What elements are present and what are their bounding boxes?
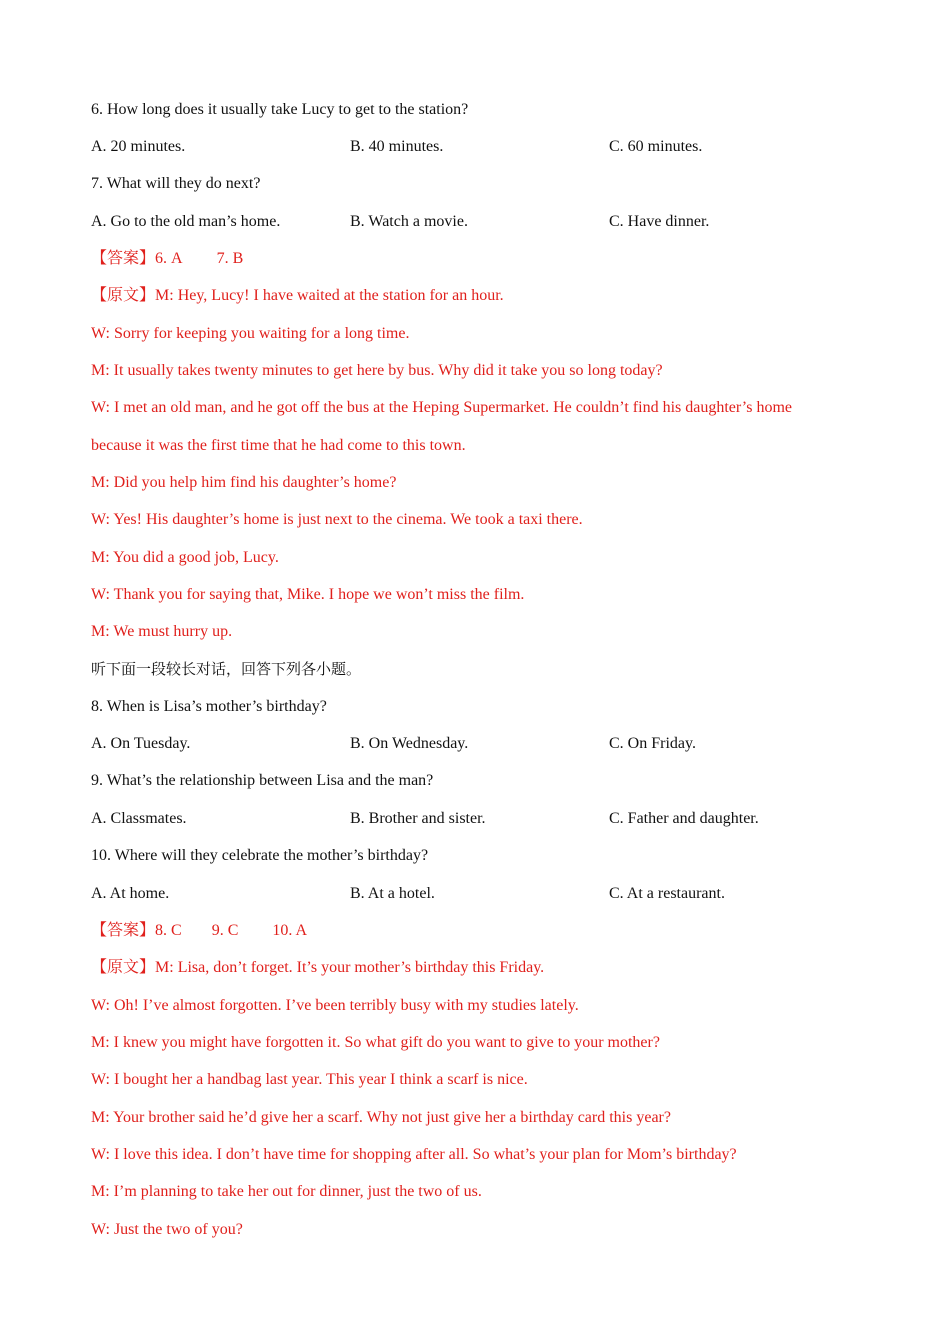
transcript-text: M: Hey, Lucy! I have waited at the station for an hour. xyxy=(155,287,504,304)
question-9: 9. What’s the relationship between Lisa and the man? xyxy=(91,772,434,789)
question-7: 7. What will they do next? xyxy=(91,175,261,192)
question-6: 6. How long does it usually take Lucy to get to the station? xyxy=(91,101,469,118)
transcript-line xyxy=(91,958,544,978)
q8-option-c: C. On Friday. xyxy=(609,735,696,752)
answer-item: 6. A xyxy=(155,250,183,267)
transcript-line: M: We must hurry up. xyxy=(91,623,233,640)
q8-option-a: A. On Tuesday. xyxy=(91,735,191,752)
q9-option-c: C. Father and daughter. xyxy=(609,810,759,827)
answer-line-2 xyxy=(91,921,307,941)
q6-option-c: C. 60 minutes. xyxy=(609,138,703,155)
transcript-text: M: Lisa, don’t forget. It’s your mother’s birthday this Friday. xyxy=(155,959,545,976)
transcript-line: W: I met an old man, and he got off the bus at the Heping Supermarket. He couldn’t find his daughter’s home xyxy=(91,399,793,416)
answer-item: 9. C xyxy=(211,922,239,939)
question-10: 10. Where will they celebrate the mother’s birthday? xyxy=(91,847,429,864)
transcript-line: M: Your brother said he’d give her a scarf. Why not just give her a birthday card this year? xyxy=(91,1109,671,1126)
q7-option-b: B. Watch a movie. xyxy=(350,213,468,230)
transcript-tag: 【原文】 xyxy=(91,959,156,976)
answer-tag: 【答案】 xyxy=(91,922,156,939)
answer-item: 7. B xyxy=(216,250,244,267)
transcript-line: M: It usually takes twenty minutes to get here by bus. Why did it take you so long today? xyxy=(91,362,663,379)
section-instruction: 听下面一段较长对话，回答下列各小题。 xyxy=(91,660,362,678)
q10-option-c: C. At a restaurant. xyxy=(609,885,725,902)
q6-option-a: A. 20 minutes. xyxy=(91,138,186,155)
q8-option-b: B. On Wednesday. xyxy=(350,735,469,752)
q6-option-b: B. 40 minutes. xyxy=(350,138,444,155)
answer-item: 8. C xyxy=(155,922,182,939)
transcript-line: W: Thank you for saying that, Mike. I hope we won’t miss the film. xyxy=(91,586,525,603)
q9-option-a: A. Classmates. xyxy=(91,810,187,827)
transcript-line: W: Oh! I’ve almost forgotten. I’ve been terribly busy with my studies lately. xyxy=(91,997,579,1014)
transcript-line: M: I knew you might have forgotten it. So what gift do you want to give to your mother? xyxy=(91,1034,660,1051)
q10-option-b: B. At a hotel. xyxy=(350,885,435,902)
answer-tag: 【答案】 xyxy=(91,250,156,267)
transcript-line: W: Just the two of you? xyxy=(91,1221,243,1238)
transcript-line xyxy=(91,286,504,306)
question-8: 8. When is Lisa’s mother’s birthday? xyxy=(91,698,327,715)
transcript-line: M: I’m planning to take her out for dinner, just the two of us. xyxy=(91,1183,482,1200)
q7-option-c: C. Have dinner. xyxy=(609,213,710,230)
answer-line-1 xyxy=(91,249,243,269)
transcript-line: W: I love this idea. I don’t have time for shopping after all. So what’s your plan for Mom’s birthday? xyxy=(91,1146,737,1163)
transcript-line: M: You did a good job, Lucy. xyxy=(91,549,279,566)
transcript-line: W: I bought her a handbag last year. This year I think a scarf is nice. xyxy=(91,1071,528,1088)
transcript-line: because it was the first time that he had come to this town. xyxy=(91,437,466,454)
q7-option-a: A. Go to the old man’s home. xyxy=(91,213,281,230)
q9-option-b: B. Brother and sister. xyxy=(350,810,486,827)
q10-option-a: A. At home. xyxy=(91,885,170,902)
transcript-line: M: Did you help him find his daughter’s home? xyxy=(91,474,397,491)
answer-item: 10. A xyxy=(272,922,308,939)
transcript-line: W: Sorry for keeping you waiting for a long time. xyxy=(91,325,410,342)
transcript-line: W: Yes! His daughter’s home is just next to the cinema. We took a taxi there. xyxy=(91,511,583,528)
transcript-tag: 【原文】 xyxy=(91,287,156,304)
